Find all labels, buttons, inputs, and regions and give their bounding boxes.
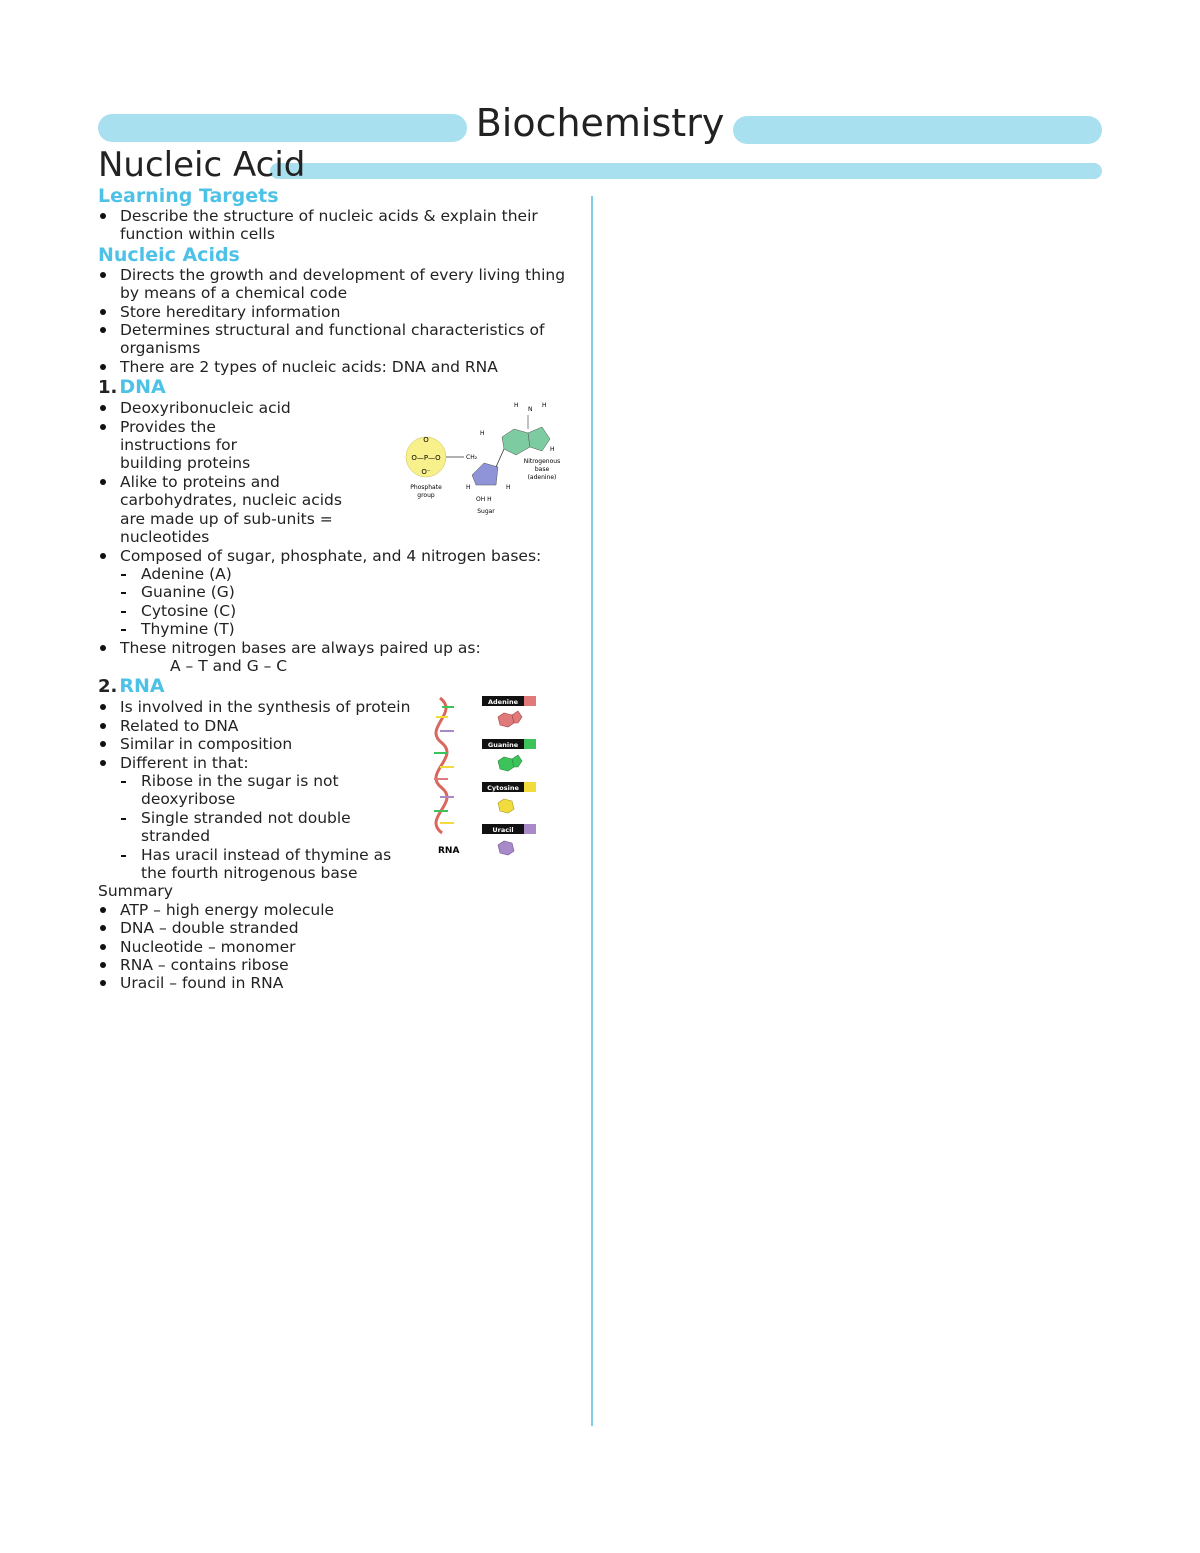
- list-item: ATP – high energy molecule: [98, 901, 568, 919]
- list-item: Directs the growth and development of every living thing by means of a chemical code: [98, 266, 568, 303]
- base-pairing: A – T and G – C: [170, 656, 288, 675]
- base-item: Thymine (T): [98, 620, 568, 638]
- summary-list: [98, 901, 568, 993]
- svg-text:H: H: [550, 446, 555, 453]
- summary-heading: Summary: [98, 882, 173, 901]
- legend-adenine-label: Adenine: [488, 698, 518, 706]
- nucleic-acids-list: [98, 266, 568, 376]
- list-item: Different in that:: [98, 754, 568, 772]
- dna-heading-label: DNA: [119, 376, 166, 399]
- list-item: Determines structural and functional characteristics of organisms: [98, 321, 568, 358]
- legend-uracil-label: Uracil: [492, 826, 514, 834]
- learning-targets-heading: Learning Targets: [98, 185, 279, 207]
- list-item: Provides the instructions for building proteins: [98, 418, 295, 473]
- svg-text:H: H: [480, 430, 485, 437]
- sugar-label: Sugar: [477, 508, 495, 515]
- svg-text:O: O: [423, 436, 429, 444]
- phosphate-label: Phosphate: [410, 484, 442, 491]
- rna-number: 2.: [98, 676, 118, 698]
- rna-diagram: [432, 693, 542, 858]
- list-item: Is involved in the synthesis of protein: [98, 698, 568, 716]
- dna-number: 1.: [98, 377, 118, 399]
- base-label: Nitrogenous: [523, 458, 561, 465]
- svg-text:O—P—O: O—P—O: [411, 454, 441, 462]
- list-item: Similar in composition: [98, 735, 568, 753]
- svg-text:CH₂: CH₂: [466, 454, 478, 461]
- list-item: Uracil – found in RNA: [98, 974, 568, 992]
- subtitle-bar: [270, 163, 1102, 179]
- svg-text:H: H: [542, 402, 547, 409]
- svg-text:group: group: [417, 492, 435, 499]
- svg-text:O⁻: O⁻: [421, 468, 431, 476]
- left-column: [98, 185, 568, 993]
- nucleic-acids-heading: Nucleic Acids: [98, 243, 240, 266]
- list-item: There are 2 types of nucleic acids: DNA and RNA: [98, 358, 568, 376]
- column-divider: [591, 196, 593, 1426]
- base-item: Cytosine (C): [98, 602, 568, 620]
- difference-item: Single stranded not double stranded: [98, 809, 366, 846]
- svg-text:H: H: [466, 484, 471, 491]
- list-item: These nitrogen bases are always paired up as:: [98, 639, 568, 657]
- svg-text:(adenine): (adenine): [527, 474, 557, 481]
- list-item: DNA – double stranded: [98, 919, 568, 937]
- rna-heading-label: RNA: [119, 675, 165, 698]
- svg-text:base: base: [534, 466, 550, 473]
- svg-text:H: H: [514, 402, 519, 409]
- legend-guanine-label: Guanine: [487, 741, 519, 749]
- svg-text:N: N: [528, 406, 533, 413]
- base-item: Guanine (G): [98, 583, 568, 601]
- base-item: Adenine (A): [98, 565, 568, 583]
- section-title: Nucleic Acid: [98, 145, 306, 185]
- rna-strand-label: RNA: [438, 846, 460, 856]
- list-item: Related to DNA: [98, 717, 568, 735]
- list-item: Alike to proteins and carbohydrates, nucleic acids are made up of sub-units = nucleotides: [98, 473, 345, 547]
- difference-item: Has uracil instead of thymine as the fourth nitrogenous base: [98, 846, 401, 883]
- list-item: Deoxyribonucleic acid: [98, 399, 568, 417]
- list-item: Nucleotide – monomer: [98, 938, 568, 956]
- nucleotide-diagram: [402, 393, 572, 518]
- list-item: Composed of sugar, phosphate, and 4 nitrogen bases:: [98, 547, 568, 565]
- list-item: Describe the structure of nucleic acids & explain their function within cells: [98, 207, 568, 244]
- list-item: RNA – contains ribose: [98, 956, 568, 974]
- legend-cytosine-label: Cytosine: [487, 784, 519, 792]
- page-title: Biochemistry: [0, 100, 1200, 146]
- svg-text:OH H: OH H: [476, 496, 492, 503]
- svg-text:H: H: [506, 484, 511, 491]
- learning-targets-list: [98, 207, 568, 244]
- list-item: Store hereditary information: [98, 303, 568, 321]
- difference-item: Ribose in the sugar is not deoxyribose: [98, 772, 356, 809]
